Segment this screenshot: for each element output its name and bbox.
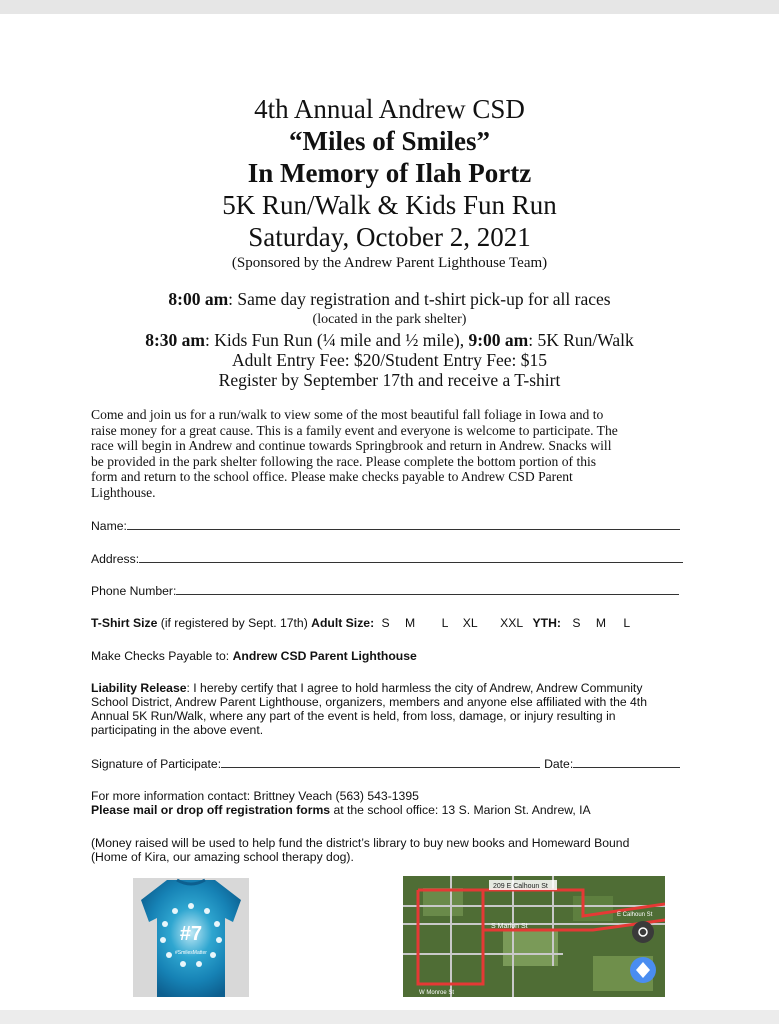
event-date: Saturday, October 2, 2021 (248, 222, 531, 252)
contact-line: For more information contact: Brittney Veach (563) 543-1395 (91, 789, 419, 803)
schedule-registration (0, 289, 779, 310)
money-note-line: (Money raised will be used to help fund the district’s library to buy new books and Homeward Bound (91, 836, 630, 850)
adult-size-option[interactable]: S (381, 616, 390, 630)
date-field-line[interactable] (573, 757, 680, 768)
schedule-text-kids: : Kids Fun Run (¼ mile and ½ mile), (205, 330, 469, 350)
route-map-illustration (403, 876, 665, 997)
schedule-location-note: (located in the park shelter) (312, 312, 467, 327)
phone-row (91, 584, 679, 598)
tshirt-illustration (133, 878, 249, 997)
name-row (91, 519, 680, 533)
adult-size-option[interactable]: M (405, 616, 416, 630)
liability-release (91, 681, 691, 737)
money-note (91, 836, 691, 864)
event-name: “Miles of Smiles” (289, 126, 490, 156)
tshirt-size-note: (if registered by Sept. 17th) (157, 616, 312, 630)
bottom-edge (0, 1010, 779, 1024)
youth-size-option[interactable]: M (595, 616, 607, 630)
map-label-s-marion: S Marion St (491, 923, 528, 930)
schedule-text-5k: : 5K Run/Walk (528, 330, 634, 350)
youth-size-label: YTH: (532, 616, 561, 630)
schedule-text-registration: : Same day registration and t-shirt pick-up for all races (228, 289, 611, 309)
date-label: Date: (544, 757, 574, 771)
memorial-title: In Memory of Ilah Portz (247, 158, 532, 188)
tshirt-photo (133, 878, 249, 997)
schedule-time-5k: 9:00 am (468, 330, 529, 350)
address-row (91, 552, 683, 566)
tshirt-size-label: T-Shirt Size (91, 616, 158, 630)
phone-field-line[interactable] (176, 584, 679, 595)
liability-line: participating in the above event. (91, 723, 264, 737)
mail-instructions-address: at the school office: 13 S. Marion St. Andrew, IA (330, 803, 591, 817)
name-label: Name: (91, 519, 127, 533)
address-label: Address: (91, 552, 140, 566)
adult-size-option[interactable]: L (441, 616, 449, 630)
event-edition-title: 4th Annual Andrew CSD (254, 94, 525, 124)
mail-instructions-bold: Please mail or drop off registration forms (91, 803, 331, 817)
liability-label: Liability Release (91, 681, 187, 695)
register-deadline: Register by September 17th and receive a T-shirt (218, 370, 561, 390)
liability-first-line (91, 681, 691, 695)
liability-text: : I hereby certify that I agree to hold harmless the city of Andrew, Andrew Community (186, 681, 643, 695)
map-label-calhoun-address: 209 E Calhoun St (493, 883, 548, 890)
youth-size-option[interactable]: S (572, 616, 581, 630)
mail-instructions (91, 803, 691, 817)
intro-line: raise money for a great cause. This is a family event and everyone is welcome to participate. The (91, 422, 618, 438)
name-field-line[interactable] (127, 519, 680, 530)
top-edge (0, 0, 779, 14)
liability-line: School District, Andrew Parent Lighthouse, organizers, members and anyone else affiliated with the 4th (91, 695, 647, 709)
liability-line: Annual 5K Run/Walk, where any part of the event is held, from loss, damage, or injury resulting in (91, 709, 616, 723)
address-field-line[interactable] (139, 552, 683, 563)
intro-line: form and return to the school office. Please make checks payable to Andrew CSD Parent (91, 469, 573, 485)
shirt-subtext: #SmilesMatter (175, 950, 207, 956)
schedule-races (0, 330, 779, 351)
phone-label: Phone Number: (91, 584, 177, 598)
checks-payee: Andrew CSD Parent Lighthouse (232, 649, 417, 663)
signature-field-line[interactable] (221, 757, 540, 768)
adult-size-option[interactable]: XL (462, 616, 478, 630)
checks-payable-row (91, 649, 417, 663)
map-label-e-calhoun: E Calhoun St (617, 912, 653, 918)
signature-row (91, 757, 680, 771)
schedule-time-kids: 8:30 am (145, 330, 205, 350)
intro-line: race will begin in Andrew and continue towards Springbrook and return in Andrew. Snacks will (91, 438, 612, 454)
adult-size-option[interactable]: XXL (500, 616, 524, 630)
shirt-number: #7 (179, 923, 203, 945)
map-label-monroe: W Monroe St (419, 990, 455, 996)
signature-label: Signature of Participate: (91, 757, 222, 771)
intro-line: Lighthouse. (91, 484, 156, 500)
entry-fees: Adult Entry Fee: $20/Student Entry Fee: $15 (232, 350, 547, 370)
compass-button[interactable] (632, 921, 654, 943)
intro-line: be provided in the park shelter following the race. Please complete the bottom portion of this (91, 453, 597, 469)
intro-line: Come and join us for a run/walk to view some of the most beautiful fall foliage in Iowa and to (91, 407, 604, 422)
sponsor-note: (Sponsored by the Andrew Parent Lighthouse Team) (231, 255, 548, 271)
intro-paragraph (91, 407, 691, 501)
contact-info (91, 789, 691, 817)
race-type: 5K Run/Walk & Kids Fun Run (222, 190, 557, 220)
money-note-line: (Home of Kira, our amazing school therapy dog). (91, 850, 354, 864)
adult-size-label: Adult Size: (311, 616, 375, 630)
youth-size-option[interactable]: L (623, 616, 631, 630)
checks-payable-text: Make Checks Payable to: (91, 649, 233, 663)
tshirt-size-row (91, 616, 630, 630)
route-map (403, 876, 665, 997)
schedule-time-registration: 8:00 am (168, 289, 229, 309)
